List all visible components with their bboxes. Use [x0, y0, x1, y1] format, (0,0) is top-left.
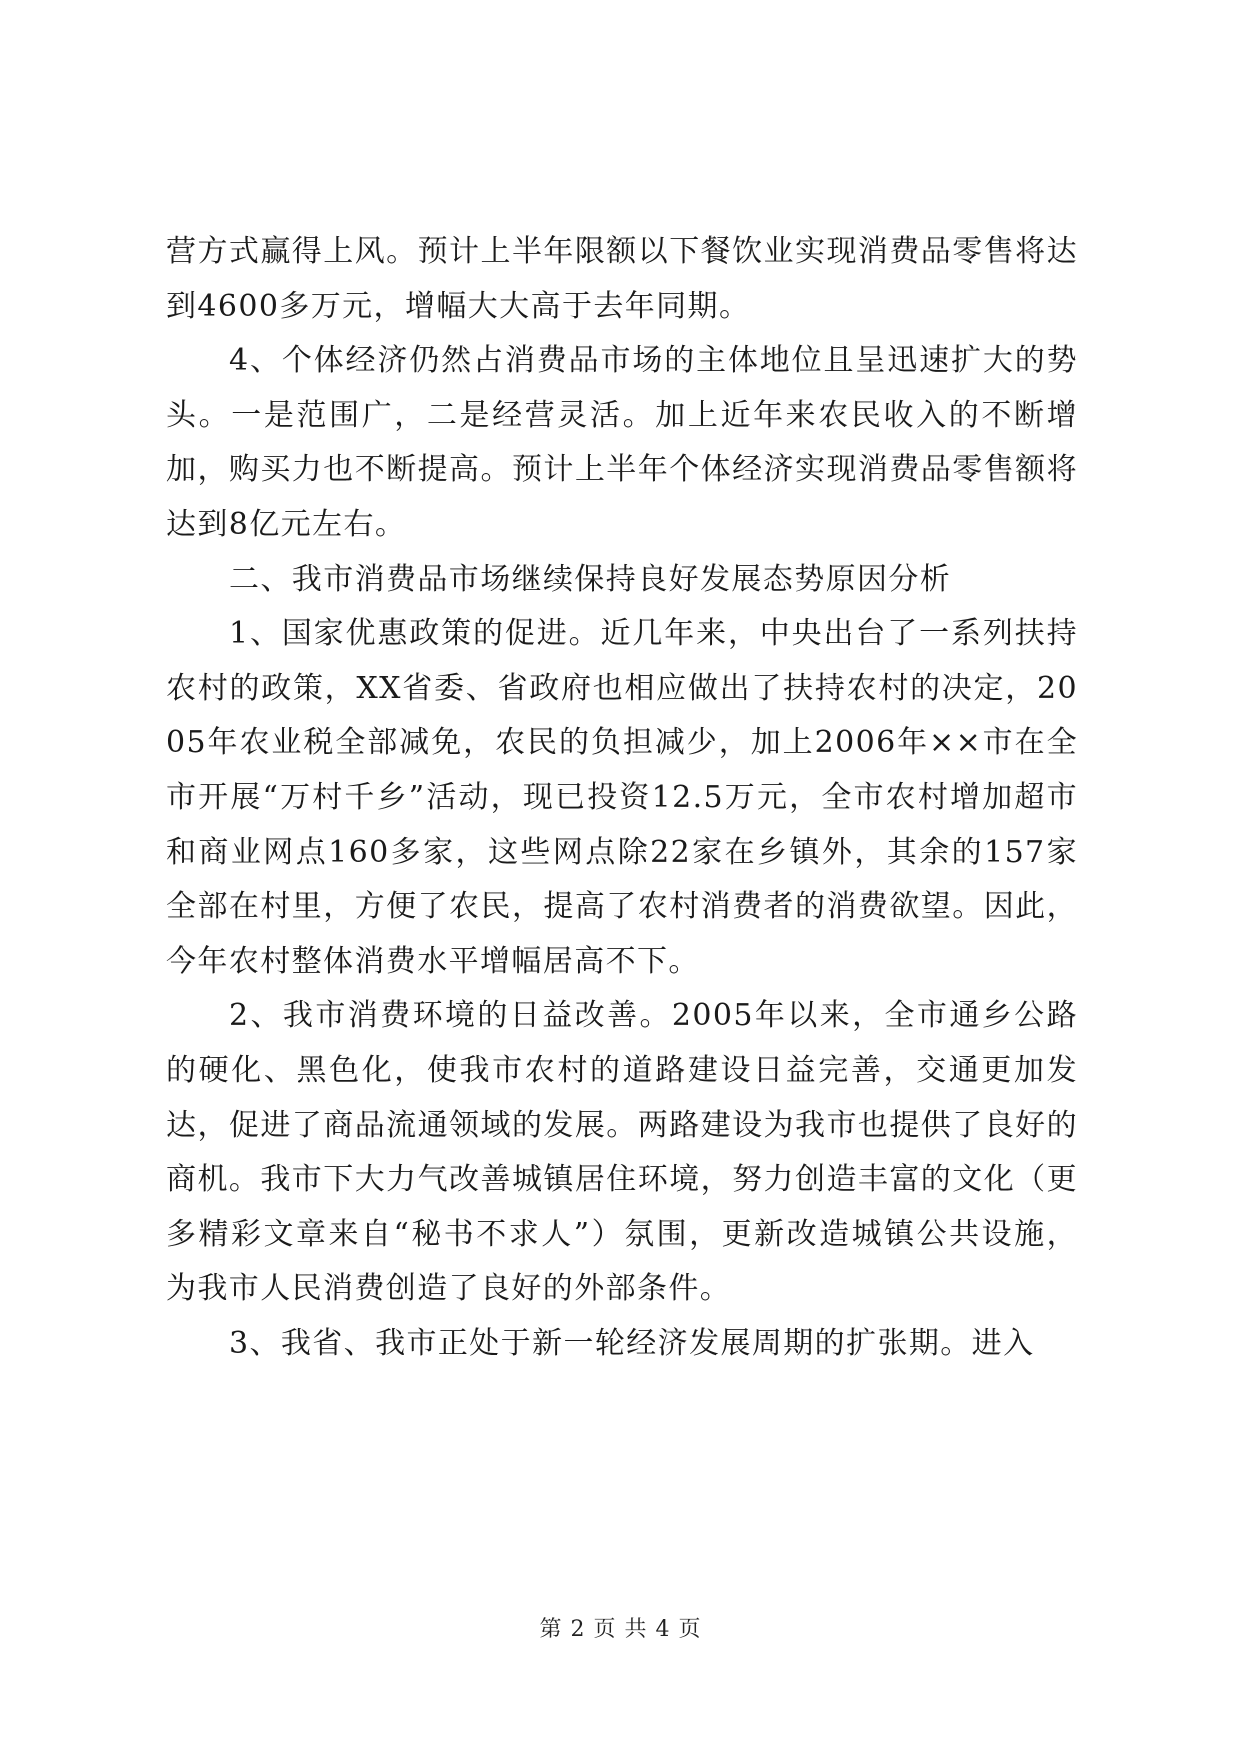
page-number-footer: 第 2 页 共 4 页	[539, 1617, 702, 1642]
paragraph-continued-catering: 营方式赢得上风。预计上半年限额以下餐饮业实现消费品零售将达到4600多万元，增幅大大高于去年同期。	[166, 234, 1078, 324]
paragraph-expansion-period: 3、我省、我市正处于新一轮经济发展周期的扩张期。进入	[229, 1325, 1035, 1361]
paragraph-consumer-environment: 2、我市消费环境的日益改善。2005年以来，全市通乡公路的硬化、黑色化，使我市农村的道路建设日益完善，交通更加发达，促进了商品流通领域的发展。两路建设为我市也提供了良好的商机。我市下大力气改善城镇居住环境，努力创造丰富的文化（更多精彩文章来自“秘书不求人”）氛围，更新改造城镇公共设施，为我市人民消费创造了良好的外部条件。	[166, 998, 1078, 1307]
section-heading-cause-analysis: 二、我市消费品市场继续保持良好发展态势原因分析	[229, 561, 952, 597]
paragraph-individual-economy: 4、个体经济仍然占消费品市场的主体地位且呈迅速扩大的势头。一是范围广，二是经营灵活。加上近年来农民收入的不断增加，购买力也不断提高。预计上半年个体经济实现消费品零售额将达到8亿元左右。	[166, 343, 1078, 542]
paragraph-national-policy: 1、国家优惠政策的促进。近几年来，中央出台了一系列扶持农村的政策，XX省委、省政府也相应做出了扶持农村的决定，2005年农业税全部减免，农民的负担减少，加上2006年××市在全市开展“万村千乡”活动，现已投资12.5万元，全市农村增加超市和商业网点160多家，这些网点除22家在乡镇外，其余的157家全部在村里，方便了农民，提高了农村消费者的消费欲望。因此，今年农村整体消费水平增幅居高不下。	[166, 616, 1078, 979]
document-body	[166, 225, 1078, 1371]
